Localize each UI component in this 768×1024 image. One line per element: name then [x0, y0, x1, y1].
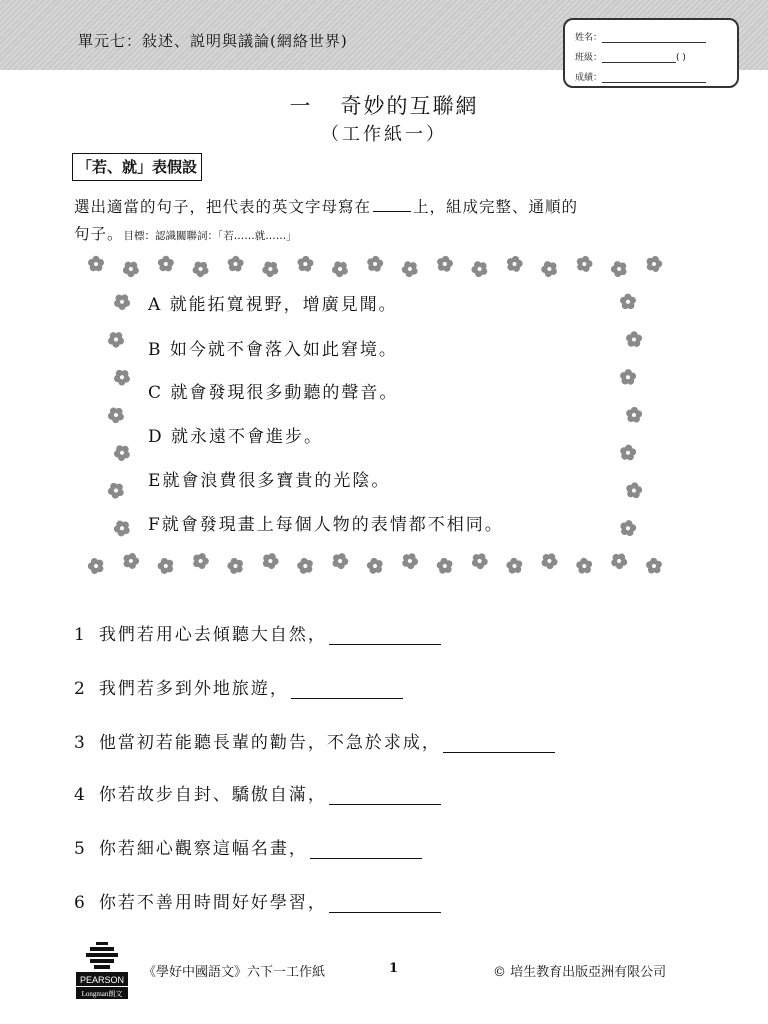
- name-label: 姓名：: [575, 33, 603, 43]
- flower-decoration: [191, 551, 211, 571]
- flower-decoration: [227, 255, 244, 272]
- answer-blank[interactable]: [291, 680, 403, 699]
- lesson-number: 一: [289, 94, 313, 118]
- flower-decoration: [505, 555, 526, 576]
- option-letter: D: [148, 427, 164, 447]
- option-letter: C: [148, 383, 164, 403]
- question-text: 我們若用心去傾聽大自然，: [98, 625, 327, 645]
- instruction-blank-sample: [373, 197, 411, 212]
- flower-decoration: [505, 254, 524, 272]
- flower-decoration: [105, 404, 127, 426]
- flower-decoration: [469, 550, 490, 571]
- flower-decoration: [158, 256, 175, 272]
- answer-blank[interactable]: [329, 786, 441, 805]
- flower-decoration: [625, 406, 642, 423]
- lesson-title: [0, 90, 768, 120]
- student-info-box: [563, 18, 739, 88]
- class-label: 班級：: [575, 53, 603, 63]
- question-3: [74, 728, 555, 753]
- question-5: [74, 834, 422, 859]
- flower-decoration: [225, 555, 247, 577]
- option-a: [148, 290, 398, 315]
- flower-decoration: [620, 369, 637, 385]
- flower-decoration: [329, 258, 351, 280]
- flower-decoration: [625, 481, 643, 499]
- section-label: 「若、就」表假設: [72, 153, 202, 181]
- question-4: [74, 780, 441, 805]
- learning-goal: 目標：認識關聯詞：「若……就……」: [123, 230, 297, 242]
- copyright: © 培生教育出版亞洲有限公司: [493, 965, 667, 980]
- instruction-text-1: 選出適當的句子，把代表的英文字母寫在: [74, 198, 372, 216]
- flower-decoration: [111, 291, 133, 313]
- answer-blank[interactable]: [310, 840, 422, 859]
- flower-decoration: [297, 255, 315, 272]
- class-row: [575, 50, 686, 63]
- flower-decoration: [85, 555, 107, 577]
- flower-decoration: [574, 555, 595, 576]
- question-number: 4: [74, 785, 87, 805]
- flower-decoration: [619, 519, 638, 537]
- option-text: 就永遠不會進步。: [171, 427, 324, 447]
- option-letter: A: [148, 295, 163, 315]
- footer: [0, 935, 768, 1005]
- question-text: 我們若多到外地旅遊，: [98, 679, 289, 699]
- class-number-paren[interactable]: ( ): [676, 53, 686, 63]
- flower-decoration: [111, 366, 133, 388]
- option-text: 就會浪費很多寶貴的光陰。: [162, 471, 391, 491]
- pearson-longman-logo: [76, 940, 128, 1000]
- flower-decoration: [436, 255, 454, 273]
- logo-longman-text: Longman朗文: [81, 990, 123, 998]
- flower-decoration: [260, 258, 282, 280]
- flower-decoration: [121, 551, 141, 571]
- question-text: 你若不善用時間好好學習，: [98, 893, 327, 913]
- instruction-text-3: 句子。: [74, 225, 124, 243]
- option-text: 就會發現畫上每個人物的表情都不相同。: [161, 515, 504, 535]
- flower-decoration: [190, 258, 212, 280]
- flower-decoration: [400, 550, 421, 571]
- flower-decoration: [366, 255, 384, 273]
- score-row: [575, 70, 706, 83]
- question-text: 你若故步自封、驕傲自滿，: [98, 785, 327, 805]
- flower-decoration: [155, 555, 177, 577]
- logo-pearson-text: PEARSON: [79, 975, 125, 985]
- question-2: [74, 674, 403, 699]
- flower-decoration: [469, 258, 491, 280]
- question-number: 3: [74, 733, 87, 753]
- flower-decoration: [539, 550, 561, 571]
- question-number: 2: [74, 679, 87, 699]
- flower-decoration: [111, 517, 133, 539]
- option-b: [148, 335, 398, 360]
- flower-decoration: [644, 556, 664, 576]
- flower-decoration: [120, 258, 142, 280]
- question-1: [74, 620, 441, 645]
- flower-decoration: [330, 550, 351, 571]
- flower-decoration: [626, 331, 642, 347]
- book-title: 《學好中國語文》六下一工作紙: [143, 965, 326, 980]
- option-f: [148, 510, 504, 535]
- flower-decoration: [105, 479, 127, 501]
- option-d: [148, 422, 323, 447]
- question-6: [74, 888, 441, 913]
- name-field[interactable]: [602, 32, 706, 43]
- score-field[interactable]: [602, 72, 706, 83]
- instructions: [74, 194, 704, 250]
- flower-decoration: [618, 292, 638, 312]
- question-number: 1: [74, 625, 87, 645]
- flower-decoration: [111, 441, 133, 463]
- flower-decoration: [295, 555, 317, 577]
- answer-blank[interactable]: [443, 734, 555, 753]
- lesson-name: 奇妙的互聯網: [340, 94, 479, 118]
- option-text: 就能拓寬視野，增廣見聞。: [169, 295, 398, 315]
- flower-decoration: [608, 258, 630, 280]
- option-c: [148, 378, 398, 403]
- flower-decoration: [435, 555, 456, 576]
- class-field[interactable]: [602, 52, 676, 63]
- flower-decoration: [619, 444, 637, 461]
- flower-decoration: [399, 258, 421, 280]
- score-label: 成績：: [575, 73, 603, 83]
- option-letter: B: [148, 340, 163, 360]
- question-number: 6: [74, 893, 87, 913]
- flower-decoration: [88, 256, 104, 271]
- option-e: [148, 466, 390, 491]
- question-text: 他當初若能聽長輩的勸告，不急於求成，: [98, 733, 441, 753]
- flower-decoration: [539, 258, 561, 280]
- option-letter: F: [148, 515, 162, 535]
- flower-decoration: [260, 550, 281, 570]
- flower-decoration: [575, 254, 594, 273]
- answer-blank[interactable]: [329, 626, 441, 645]
- option-letter: E: [148, 471, 163, 491]
- name-row: [575, 30, 706, 43]
- option-text: 就會發現很多動聽的聲音。: [170, 383, 399, 403]
- flower-decoration: [105, 328, 127, 350]
- answer-blank[interactable]: [329, 894, 441, 913]
- worksheet-subtitle: （工作紙一）: [321, 124, 447, 145]
- question-text: 你若細心觀察這幅名畫，: [98, 839, 308, 859]
- flower-decoration: [608, 550, 630, 572]
- instruction-text-2: 上，組成完整、通順的: [413, 198, 579, 216]
- flower-decoration: [644, 254, 664, 273]
- option-text: 如今就不會落入如此窘境。: [169, 340, 398, 360]
- question-number: 5: [74, 839, 87, 859]
- page-number: 1: [389, 961, 399, 976]
- unit-title: 單元七：敍述、説明與議論(網絡世界): [78, 32, 348, 50]
- flower-decoration: [365, 555, 386, 577]
